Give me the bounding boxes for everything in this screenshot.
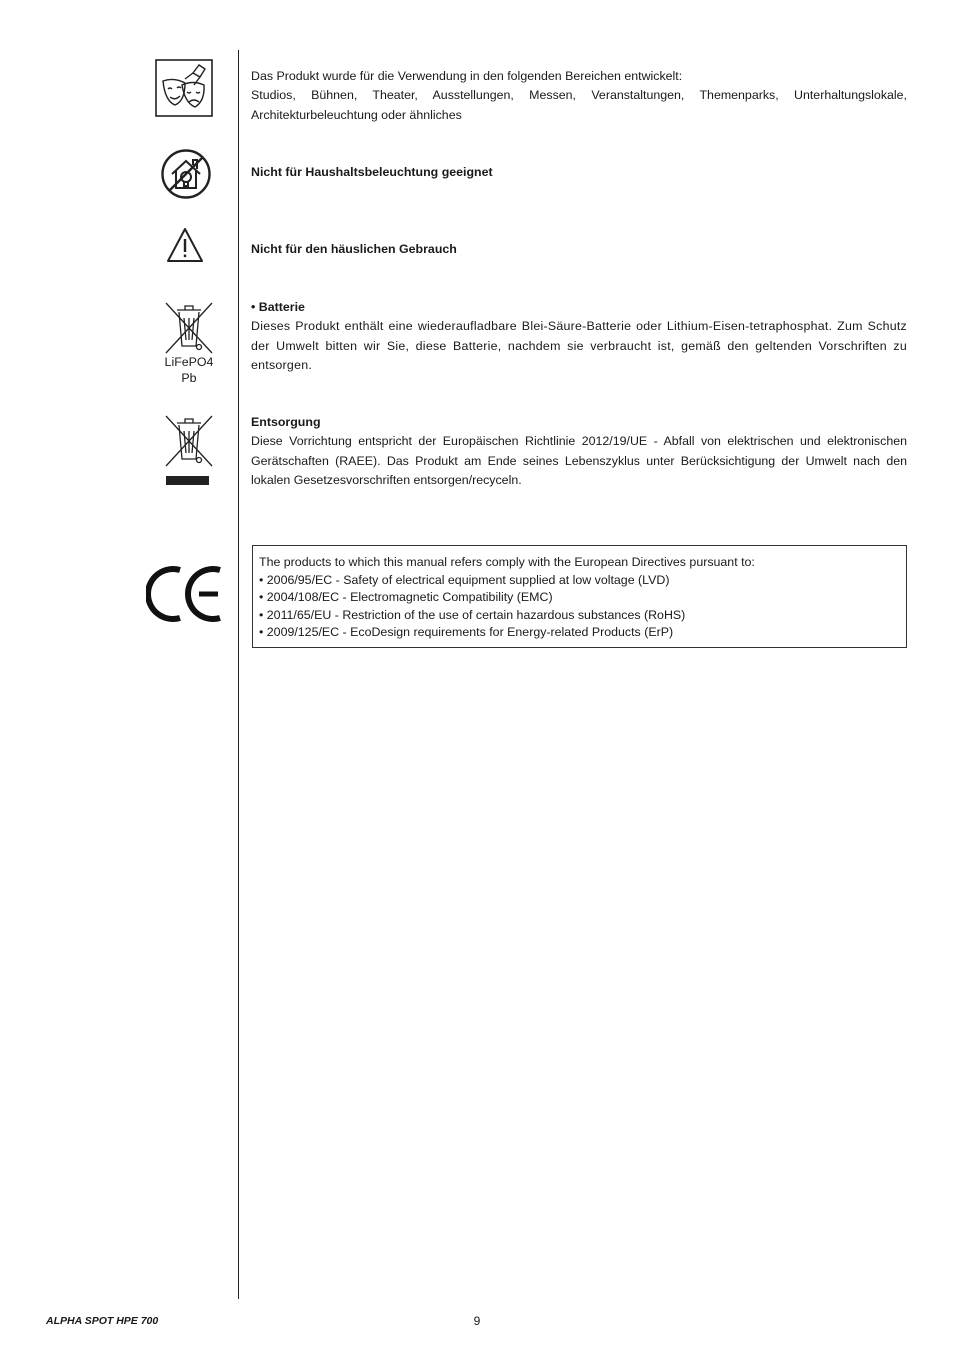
theatre-masks-icon bbox=[155, 59, 213, 117]
warning-triangle-icon bbox=[166, 226, 204, 264]
battery-section bbox=[251, 298, 907, 375]
crossed-bin-icon bbox=[163, 300, 215, 356]
ce-mark-icon bbox=[146, 565, 226, 623]
disposal-title: Entsorgung bbox=[251, 415, 321, 429]
ce-directive-item: • 2004/108/EC - Electromagnetic Compatibility (EMC) bbox=[259, 590, 553, 604]
ce-intro: The products to which this manual refers comply with the European Directives pursuant to: bbox=[259, 555, 755, 569]
battery-body: Dieses Produkt enthält eine wiederaufladbare Blei-Säure-Batterie oder Lithium-Eisen-tetraphosphat. Zum Schutz der Umwelt bitten wir Sie, diese Batterie, nachdem sie verbraucht ist, gemäß den geltenden Vorschriften zu entsorgen. bbox=[251, 319, 907, 372]
battery-icon-caption-1: LiFePO4 bbox=[164, 355, 214, 369]
footer-product-name: ALPHA SPOT HPE 700 bbox=[46, 1315, 159, 1327]
domestic-use-note: Nicht für den häuslichen Gebrauch bbox=[251, 242, 457, 256]
disposal-section bbox=[251, 413, 907, 490]
column-divider bbox=[238, 50, 239, 1299]
ce-directive-list bbox=[259, 572, 900, 642]
ce-compliance-box bbox=[252, 545, 907, 648]
ce-directive-item: • 2006/95/EC - Safety of electrical equipment supplied at low voltage (LVD) bbox=[259, 572, 670, 587]
household-lighting-note: Nicht für Haushaltsbeleuchtung geeignet bbox=[251, 165, 493, 179]
no-household-lighting-icon bbox=[160, 148, 212, 200]
ce-directive-item: • 2009/125/EC - EcoDesign requirements for Energy-related Products (ErP) bbox=[259, 625, 674, 639]
intended-use-section bbox=[251, 67, 907, 125]
disposal-body: Diese Vorrichtung entspricht der Europäischen Richtlinie 2012/19/UE - Abfall von elektrischen und elektronischen Gerätschaften (RAEE). Das Produkt am Ende seines Lebenszyklus unter Berücksichtigung der Umwelt nach den lokalen Gesetzesvorschriften entsorgen/recyceln. bbox=[251, 434, 907, 487]
intended-use-intro: Das Produkt wurde für die Verwendung in den folgenden Bereichen entwickelt: bbox=[251, 69, 683, 83]
intended-use-areas: Studios, Bühnen, Theater, Ausstellungen, Messen, Veranstaltungen, Themenparks, Unterhaltungslokale, Architekturbeleuchtung oder ähnliches bbox=[251, 88, 907, 122]
crossed-bin-weee-icon bbox=[163, 413, 215, 487]
battery-title: • Batterie bbox=[251, 300, 305, 314]
battery-icon-caption-2: Pb bbox=[181, 371, 197, 385]
page-number: 9 bbox=[473, 1314, 481, 1328]
ce-directive-item: • 2011/65/EU - Restriction of the use of certain hazardous substances (RoHS) bbox=[259, 607, 686, 622]
